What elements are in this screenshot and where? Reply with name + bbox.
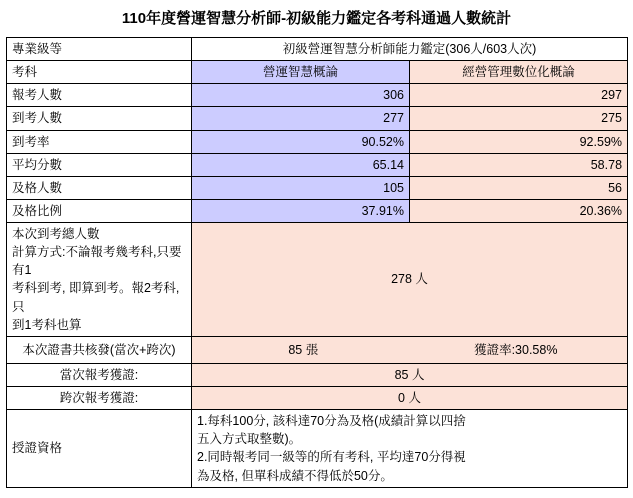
page-title: 110年度營運智慧分析師-初級能力鑑定各考科通過人數統計 (121, 10, 512, 27)
row-label: 報考人數 (7, 84, 192, 107)
row-value-b: 56 (410, 176, 628, 199)
total-attend-label-line2: 計算方式:不論報考幾考科,只要有1 (12, 245, 182, 278)
cert-current-label: 當次報考獲證: (7, 363, 192, 386)
row-label: 及格比例 (7, 199, 192, 222)
total-attend-label-line3: 考科到考, 即算到考。報2考科, 只 (12, 281, 180, 314)
row-value-a: 65.14 (192, 153, 410, 176)
row-label: 平均分數 (7, 153, 192, 176)
table-row-qualification (7, 410, 628, 488)
qualification-label: 授證資格 (7, 410, 192, 488)
cert-issued-label: 本次證書共核發(當次+跨次) (7, 336, 192, 363)
subject-header-label: 考科 (7, 61, 192, 84)
row-value-a: 277 (192, 107, 410, 130)
table-row (7, 199, 628, 222)
total-attend-label-line4: 到1考科也算 (12, 317, 82, 332)
row-value-b: 92.59% (410, 130, 628, 153)
row-value-a: 306 (192, 84, 410, 107)
qualification-line2: 五入方式取整數)。 (197, 432, 302, 447)
row-value-a: 105 (192, 176, 410, 199)
row-value-a: 90.52% (192, 130, 410, 153)
row-label: 到考人數 (7, 107, 192, 130)
total-attend-value: 278 人 (192, 223, 628, 337)
row-value-a: 37.91% (192, 199, 410, 222)
table-row (7, 153, 628, 176)
cert-issued-count: 85 張 (288, 342, 319, 357)
cert-current-value: 85 人 (192, 363, 628, 386)
statistics-table (6, 37, 628, 488)
table-row (7, 130, 628, 153)
cert-issued-values (192, 336, 628, 363)
row-value-b: 275 (410, 107, 628, 130)
row-value-b: 297 (410, 84, 628, 107)
cert-cross-label: 跨次報考獲證: (7, 387, 192, 410)
total-attend-label (7, 223, 192, 337)
table-row-total-attend (7, 223, 628, 337)
table-row-cert-current (7, 363, 628, 386)
table-row-cert-issued (7, 336, 628, 363)
row-label: 到考率 (7, 130, 192, 153)
group-header-label: 專業級等 (7, 38, 192, 61)
row-value-b: 58.78 (410, 153, 628, 176)
qualification-line1: 1.每科100分, 該科達70分為及格(成績計算以四捨 (197, 414, 466, 429)
table-row-cert-cross (7, 387, 628, 410)
qualification-line3: 2.同時報考同一級等的所有考科, 平均達70分得視 (197, 450, 466, 465)
row-label: 及格人數 (7, 176, 192, 199)
table-row (7, 84, 628, 107)
group-header-value: 初級營運智慧分析師能力鑑定(306人/603人次) (192, 38, 628, 61)
table-row-subject-header (7, 61, 628, 84)
row-value-b: 20.36% (410, 199, 628, 222)
cert-issued-rate: 獲證率:30.58% (474, 342, 558, 357)
table-row-group-header (7, 38, 628, 61)
subject-header-a: 營運智慧概論 (192, 61, 410, 84)
table-row (7, 176, 628, 199)
qualification-rules (192, 410, 628, 488)
subject-header-b: 經營管理數位化概論 (410, 61, 628, 84)
table-row (7, 107, 628, 130)
total-attend-label-line1: 本次到考總人數 (12, 227, 100, 241)
cert-cross-value: 0 人 (192, 387, 628, 410)
qualification-line4: 為及格, 但單科成績不得低於50分。 (197, 468, 393, 483)
